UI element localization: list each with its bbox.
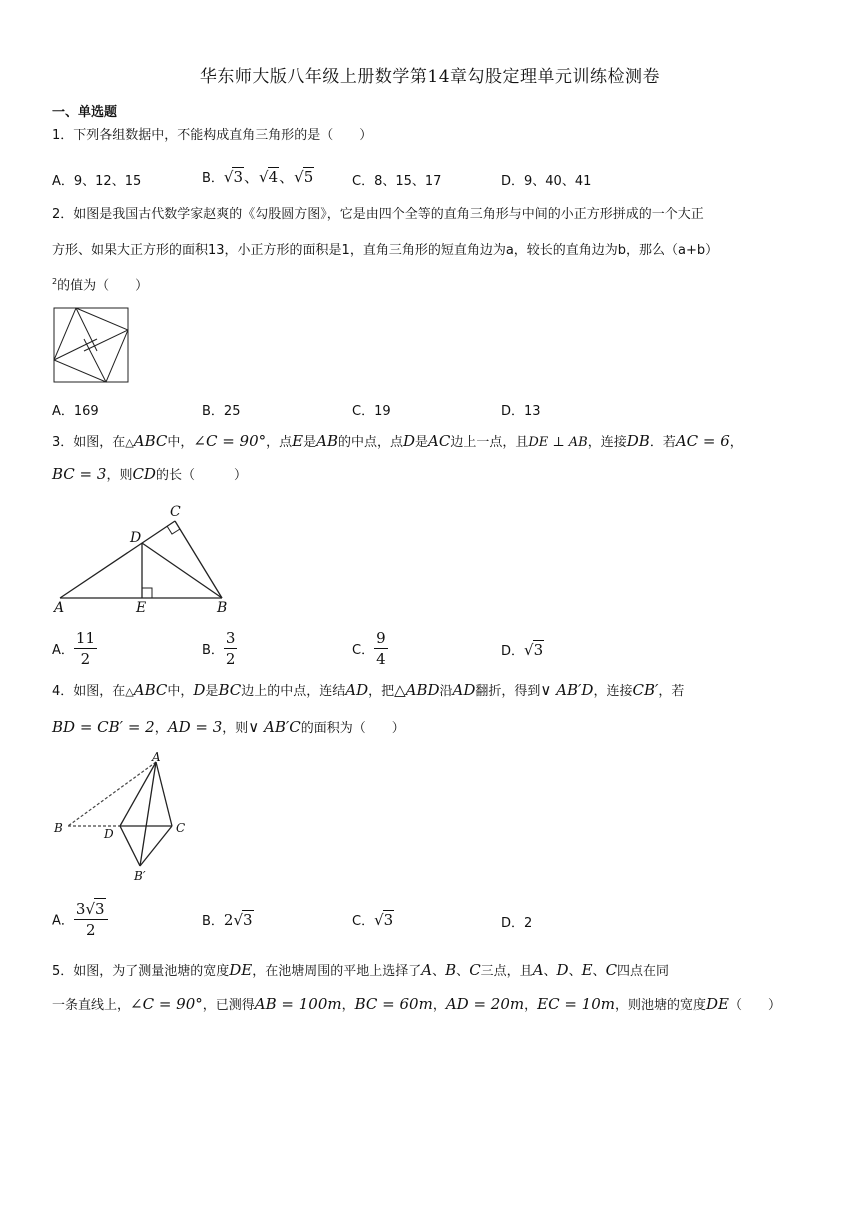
q2-line-1: 2．如图是我国古代数学家赵爽的《勾股圆方图》，它是由四个全等的直角三角形与中间的小正方形拼成的一个大正 bbox=[52, 207, 704, 222]
q4-label-b: B bbox=[54, 821, 63, 835]
q1-option-c: C．8、15、17 bbox=[352, 174, 442, 189]
q5-line-2: 一条直线上，∠C = 90°，已测得AB = 100m，BC = 60m，AD = 20m，EC = 10m，则池塘的宽度DE（ ） bbox=[52, 995, 781, 1013]
q2-line-2: 方形、如果大正方形的面积13，小正方形的面积是1，直角三角形的短直角边为a，较长的直角边为b，那么（a+b） bbox=[52, 243, 719, 258]
q4-label-bprime: B′ bbox=[134, 869, 146, 883]
section-heading: 一、单选题 bbox=[52, 105, 118, 120]
q4-option-b: B．2√3 bbox=[202, 911, 253, 929]
q3-option-d: D．√3 bbox=[501, 641, 544, 659]
q4-option-d: D．2 bbox=[501, 916, 533, 931]
q1-option-b: B．√3、√4、√5 bbox=[202, 168, 314, 186]
q4-label-a: A bbox=[152, 752, 161, 764]
q4-line-2: BD = CB′ = 2，AD = 3，则∨ AB′C的面积为（ ） bbox=[52, 718, 405, 736]
q3-figure-triangle bbox=[52, 502, 232, 618]
q5-line-1: 5．如图，为了测量池塘的宽度DE，在池塘周围的平地上选择了A、B、C三点，且A、D、E、C四点在同 bbox=[52, 961, 670, 979]
q2-option-a: A．169 bbox=[52, 404, 99, 419]
q3-label-e: E bbox=[136, 600, 147, 616]
q1-option-a: A．9、12、15 bbox=[52, 174, 142, 189]
q3-label-c: C bbox=[170, 504, 181, 520]
q2-option-d: D．13 bbox=[501, 404, 541, 419]
q4-label-c: C bbox=[176, 821, 186, 835]
q3-label-b: B bbox=[217, 600, 228, 616]
q1-option-d: D．9、40、41 bbox=[501, 174, 592, 189]
q4-label-d: D bbox=[104, 827, 114, 841]
q3-line-1: 3．如图，在△ABC中，∠C = 90°，点E是AB的中点，点D是AC边上一点，且DE ⊥ AB，连接DB．若AC = 6， bbox=[52, 432, 743, 450]
q3-label-a: A bbox=[54, 600, 65, 616]
q3-line-2: BC = 3，则CD的长（ ） bbox=[52, 465, 247, 483]
q2-option-b: B．25 bbox=[202, 404, 241, 419]
q3-label-d: D bbox=[130, 530, 142, 546]
q1-stem: 1．下列各组数据中，不能构成直角三角形的是（ ） bbox=[52, 128, 373, 143]
q2-figure-zhao-shuang-square bbox=[52, 306, 132, 384]
q4-option-a: A． $\frac{3√3}{2}$ bbox=[52, 898, 108, 940]
q2-option-c: C．19 bbox=[352, 404, 391, 419]
q4-figure-fold bbox=[52, 752, 202, 886]
q4-option-c: C．√3 bbox=[352, 911, 394, 929]
q3-option-b: B． $\frac{3}{2}$ bbox=[202, 629, 236, 668]
q2-line-3: $^2$的值为（ ） bbox=[52, 277, 149, 294]
q3-option-c: C． $\frac{9}{4}$ bbox=[352, 629, 386, 668]
q3-option-a: A． $\frac{11}{2}$ bbox=[52, 629, 95, 668]
q4-line-1: 4．如图，在△ABC中，D是BC边上的中点，连结AD，把△ABD沿AD翻折，得到∨ AB′D，连接CB′，若 bbox=[52, 681, 685, 699]
page-title: 华东师大版八年级上册数学第14章勾股定理单元训练检测卷 bbox=[199, 67, 661, 87]
